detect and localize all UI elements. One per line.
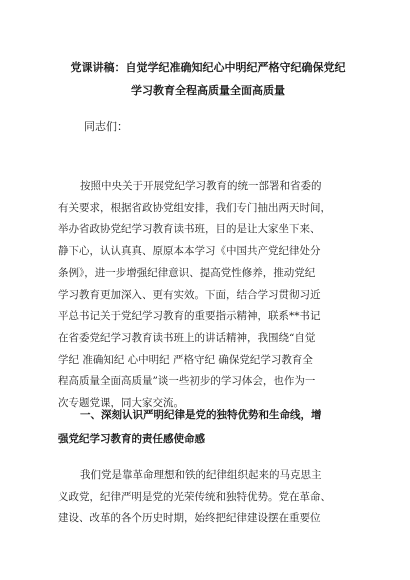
paragraph-line: 在省委党纪学习教育读书班上的讲话精神，我围绕“自觉 [58, 331, 316, 344]
paragraph-line: 按照中央关于开展党纪学习教育的统一部署和省委的 [80, 180, 322, 192]
paragraph-1 [58, 176, 358, 415]
paragraph-line: 举办省政协党纪学习教育读书班，目的是让大家坐下来、 [58, 223, 321, 236]
paragraph-line: 平总书记关于党纪学习教育的重要指示精神，联系**书记 [58, 310, 321, 323]
paragraph-2 [58, 465, 358, 530]
paragraph-line: 我们党是靠革命理想和铁的纪律组织起来的马克思主 [80, 469, 322, 481]
heading-line-1: 一、深刻认识严明纪律是党的独特优势和生命线，增 [80, 409, 322, 421]
paragraph-line: 学纪 准确知纪 心中明纪 严格守纪 确保党纪学习教育全 [58, 353, 313, 366]
title-line-2: 学习教育全程高质量全面高质量 [131, 84, 285, 97]
paragraph-line: 条例》，进一步增强纪律意识、提高党性修养，推动党纪 [58, 266, 316, 279]
greeting: 同志们： [84, 120, 128, 133]
document-title [58, 56, 358, 102]
paragraph-line: 建设、改革的各个历史时期，始终把纪律建设摆在重要位 [58, 512, 321, 525]
heading-line-2: 强党纪学习教育的责任感使命感 [58, 433, 205, 445]
paragraph-line: 程高质量全面高质量”谈一些初步的学习体会，也作为一 [58, 375, 316, 388]
title-line-1: 党课讲稿：自觉学纪准确知纪心中明纪严格守纪确保党纪 [70, 61, 346, 74]
paragraph-line: 静下心，认认真真、原原本本学习《中国共产党纪律处分 [58, 245, 321, 258]
paragraph-line: 次专题党课，同大家交流。 [58, 397, 184, 410]
section-heading-1 [58, 403, 358, 451]
paragraph-line: 义政党，纪律严明是党的光荣传统和独特优势。党在革命、 [58, 490, 331, 503]
paragraph-line: 有关要求，根据省政协党组安排，我们专门抽出两天时间， [58, 201, 331, 214]
paragraph-line: 学习教育更加深入、更有实效。下面，结合学习贯彻习近 [58, 288, 321, 301]
